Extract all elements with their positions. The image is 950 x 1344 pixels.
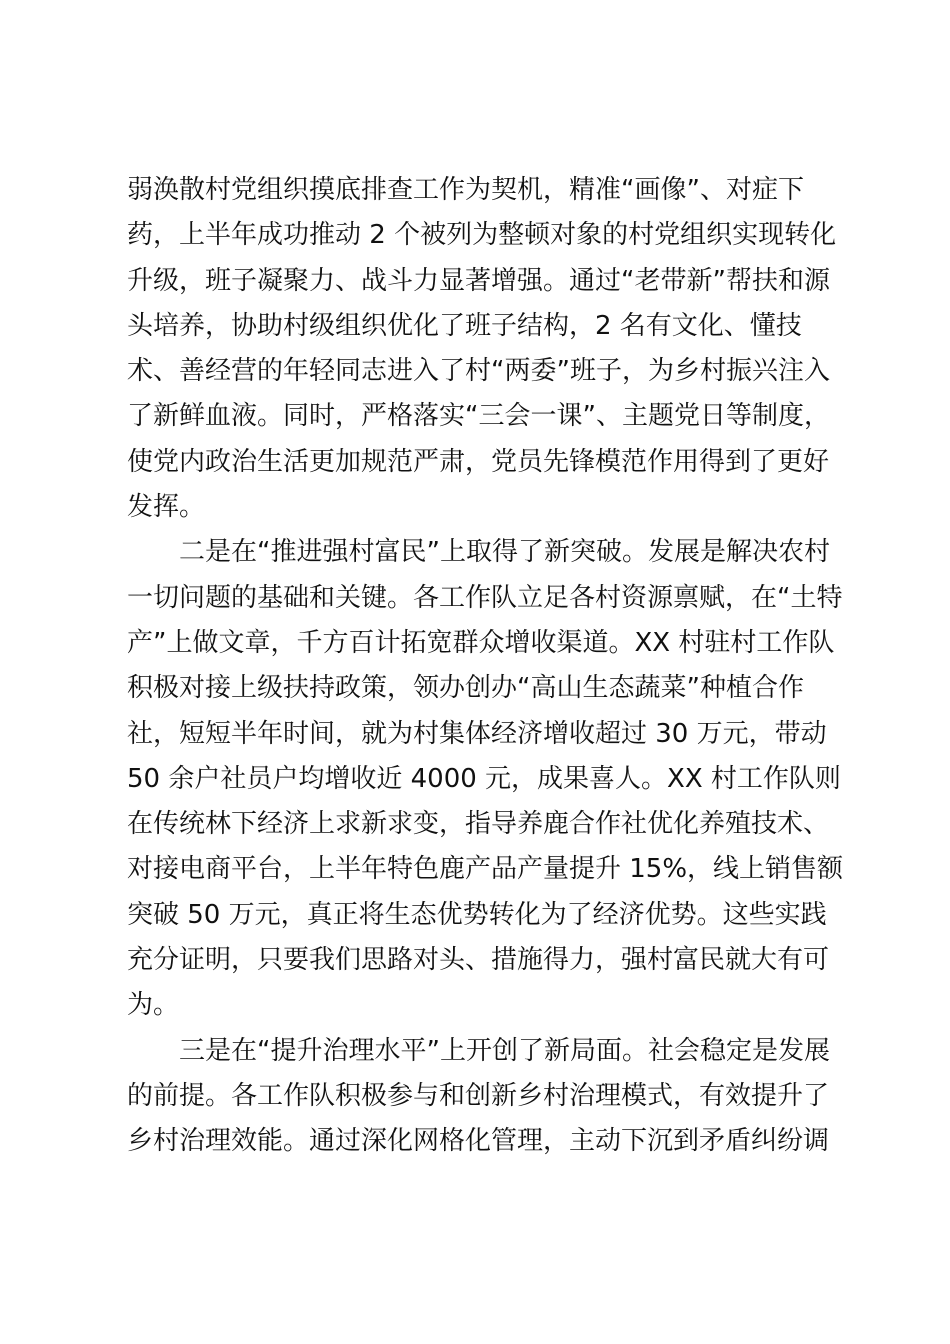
text-line: 二是在“推进强村富民”上取得了新突破。发展是解决农村 <box>127 537 830 568</box>
text-line: 使党内政治生活更加规范严肃，党员先锋模范作用得到了更好 <box>127 446 830 477</box>
text-line: 了新鲜血液。同时，严格落实“三会一课”、主题党日等制度， <box>127 401 830 432</box>
text-line: 对接电商平台，上半年特色鹿产品产量提升 15%，线上销售额 <box>127 854 844 885</box>
text-line: 弱涣散村党组织摸底排查工作为契机，精准“画像”、对症下 <box>127 175 804 205</box>
body-text <box>127 168 844 1165</box>
text-line: 头培养，协助村级组织优化了班子结构，2 名有文化、懂技 <box>127 310 802 341</box>
text-line: 药，上半年成功推动 2 个被列为整顿对象的村党组织实现转化 <box>127 220 837 251</box>
text-line: 积极对接上级扶持政策，领办创办“高山生态蔬菜”种植合作 <box>127 673 804 704</box>
text-line: 充分证明，只要我们思路对头、措施得力，强村富民就大有可 <box>127 945 830 976</box>
text-line: 的前提。各工作队积极参与和创新乡村治理模式，有效提升了 <box>127 1080 830 1111</box>
text-line: 升级，班子凝聚力、战斗力显著增强。通过“老带新”帮扶和源 <box>127 265 830 296</box>
text-line: 突破 50 万元，真正将生态优势转化为了经济优势。这些实践 <box>127 899 827 930</box>
text-line: 在传统林下经济上求新求变，指导养鹿合作社优化养殖技术、 <box>127 809 830 840</box>
text-line: 一切问题的基础和关键。各工作队立足各村资源禀赋，在“土特 <box>127 582 843 613</box>
text-line: 产”上做文章，千方百计拓宽群众增收渠道。XX 村驻村工作队 <box>127 627 835 658</box>
text-line: 社，短短半年时间，就为村集体经济增收超过 30 万元，带动 <box>127 718 827 749</box>
text-line: 乡村治理效能。通过深化网格化管理，主动下沉到矛盾纠纷调 <box>127 1126 830 1157</box>
text-line: 为。 <box>127 990 180 1021</box>
text-line: 术、善经营的年轻同志进入了村“两委”班子，为乡村振兴注入 <box>127 356 830 387</box>
text-line: 发挥。 <box>127 492 206 523</box>
text-line: 三是在“提升治理水平”上开创了新局面。社会稳定是发展 <box>127 1035 830 1066</box>
text-line: 50 余户社员户均增收近 4000 元，成果喜人。XX 村工作队则 <box>127 763 841 794</box>
